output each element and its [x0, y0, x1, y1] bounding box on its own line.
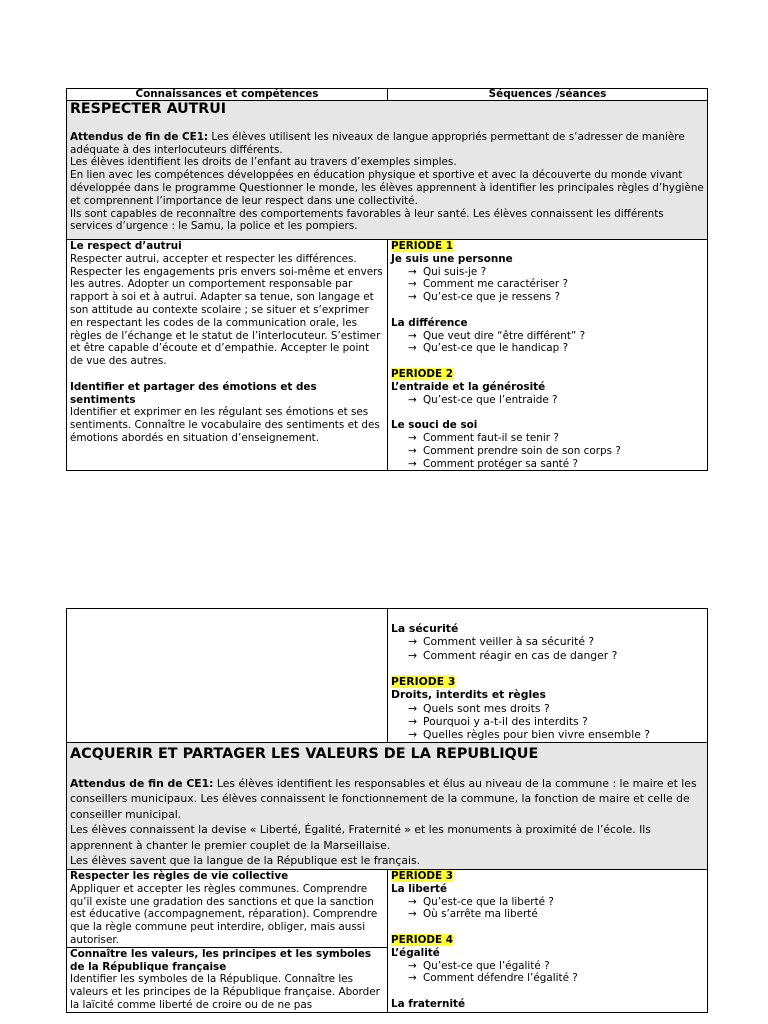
attendus-label: Attendus de fin de CE1:: [70, 776, 214, 790]
list-item-text: Où s’arrête ma liberté: [423, 908, 538, 921]
left-text: Identifier et exprimer en les régulant ses émotions et ses sentiments. Connaître le vocabulaire des sentiments et des émotions abordés en situation d’enseignement.: [70, 406, 380, 444]
list-item-text: Qu’est-ce que l’égalité ?: [423, 959, 550, 972]
header-right: Séquences /séances: [388, 89, 708, 101]
sequence-list: [391, 960, 704, 986]
sequence-title: Droits, interdits et règles: [391, 688, 546, 702]
list-item: [408, 972, 704, 985]
table-valeurs-republique: [66, 608, 708, 1013]
attendus-line: Ils sont capables de reconnaître des comportements favorables à leur santé. Les élèves connaissent les différents services d’urgence : le Samu, la police et les pompiers.: [70, 207, 664, 233]
list-item-text: Comment protéger sa santé ?: [423, 457, 578, 470]
list-item-text: Qu’est-ce que le handicap ?: [423, 342, 569, 355]
sequence-title: Je suis une personne: [391, 252, 513, 265]
content-row: [67, 869, 708, 947]
attendus-line: Les élèves savent que la langue de la République est le français.: [70, 854, 421, 868]
periode-label: PERIODE 1: [391, 240, 453, 252]
left-cell-a: [67, 869, 388, 947]
table-header-row: [67, 89, 708, 101]
left-text: Identifier les symboles de la République. Connaître les valeurs et les principes de la République française. Aborder la laïcité comme liberté de croire ou de ne pas: [70, 973, 380, 1011]
attendus-text: Les élèves identifient les responsables et élus au niveau de la commune : le maire et les conseillers municipaux. Les élèves connaissent le fonctionnement de la commune, la fonction de maire et celle de conseiller municipal.: [70, 776, 697, 821]
list-item-text: Quels sont mes droits ?: [423, 701, 550, 715]
section-cell: [67, 101, 708, 240]
periode-label: PERIODE 3: [391, 675, 456, 689]
continued-row: [67, 609, 708, 743]
right-cell: [388, 869, 708, 1012]
left-text: Respecter autrui, accepter et respecter les différences. Respecter les engagements pris envers soi-même et envers les autres. Adopter un comportement responsable par rapport à soi et à autrui. Adapter sa tenue, son langage et son attitude au contexte scolaire ; se situer et s’exprimer en respectant les codes de la communication orale, les règles de l’échange et le statut de l’interlocuteur. S’estimer et être capable d’écoute et d’empathie. Accepter le point de vue des autres.: [70, 252, 383, 368]
arrow-icon: →: [408, 908, 417, 921]
sequence-title: La fraternité: [391, 997, 466, 1010]
list-item-text: Quelles règles pour bien vivre ensemble ?: [423, 728, 651, 742]
list-item-text: Qui suis-je ?: [423, 265, 487, 278]
section-title: ACQUERIR ET PARTAGER LES VALEURS DE LA REPUBLIQUE: [70, 745, 539, 762]
left-heading: Connaître les valeurs, les principes et les symboles de la République française: [70, 947, 372, 973]
attendus-text: Les élèves utilisent les niveaux de langue appropriés permettant de s’adresser de manière adéquate à des interlocuteurs différents.: [70, 130, 685, 156]
list-item: [408, 330, 704, 343]
sequence-title: La différence: [391, 316, 468, 329]
list-item: [408, 728, 704, 741]
sequence-list: [391, 432, 704, 470]
header-left: Connaissances et compétences: [67, 89, 388, 101]
list-item-text: Que veut dire “être différent” ?: [423, 329, 586, 342]
list-item: [408, 291, 704, 304]
left-empty-cell: [67, 609, 388, 743]
list-item: [408, 458, 704, 471]
list-item-text: Comment me caractériser ?: [423, 278, 568, 291]
sequence-title: La sécurité: [391, 622, 459, 635]
periode-label: PERIODE 2: [391, 367, 453, 380]
list-item-text: Qu’est-ce que la liberté ?: [423, 895, 554, 908]
attendus-line: En lien avec les compétences développées en éducation physique et sportive et avec la découverte du monde vivant développée dans le programme Questionner le monde, les élèves apprennent à identifier les principales règles d’hygiène et comprennent l’importance de leur respect dans une collectivité.: [70, 169, 704, 207]
list-item-text: Comment réagir en cas de danger ?: [423, 648, 618, 662]
list-item-text: Comment prendre soin de son corps ?: [423, 444, 621, 457]
table-respecter-autrui: [66, 88, 708, 471]
arrow-icon: →: [408, 342, 417, 355]
left-text: Appliquer et accepter les règles communes. Comprendre qu’il existe une gradation des sanctions et que la sanction est éducative (accompagnement, réparation). Comprendre que la règle commune peut interdire, obliger, mais aussi autoriser.: [70, 882, 378, 946]
arrow-icon: →: [408, 278, 417, 291]
list-item: [408, 649, 704, 662]
arrow-icon: →: [408, 329, 417, 342]
arrow-icon: →: [408, 265, 417, 278]
attendus-line: Les élèves identifient les droits de l’enfant au travers d’exemples simples.: [70, 156, 457, 169]
section-title: RESPECTER AUTRUI: [70, 101, 227, 117]
sequence-list: [391, 394, 704, 407]
arrow-icon: →: [408, 972, 417, 985]
arrow-icon: →: [408, 393, 417, 406]
left-heading: Identifier et partager des émotions et des sentiments: [70, 380, 317, 406]
sequence-title: La liberté: [391, 882, 447, 895]
right-cell: [388, 240, 708, 471]
list-item: [408, 445, 704, 458]
sequence-list: [391, 896, 704, 922]
sequence-list: [391, 266, 704, 304]
left-heading: Respecter les règles de vie collective: [70, 869, 289, 882]
list-item: [408, 266, 704, 279]
periode-label: PERIODE 4: [391, 933, 453, 946]
list-item: [408, 278, 704, 291]
arrow-icon: →: [408, 895, 417, 908]
arrow-icon: →: [408, 715, 418, 729]
arrow-icon: →: [408, 457, 417, 470]
arrow-icon: →: [408, 648, 418, 662]
arrow-icon: →: [408, 701, 418, 715]
list-item-text: Comment défendre l’égalité ?: [423, 972, 578, 985]
attendus-paragraph: [70, 776, 704, 823]
list-item-text: Comment veiller à sa sécurité ?: [423, 635, 595, 649]
list-item-text: Qu’est-ce que je ressens ?: [423, 291, 561, 304]
section-row: [67, 101, 708, 240]
right-cell: [388, 609, 708, 743]
arrow-icon: →: [408, 444, 417, 457]
sequence-title: L’égalité: [391, 946, 440, 959]
arrow-icon: →: [408, 728, 418, 742]
left-cell-b: [67, 947, 388, 1012]
list-item-text: Pourquoi y a-t-il des interdits ?: [423, 715, 588, 729]
attendus-paragraph: [70, 131, 704, 157]
arrow-icon: →: [408, 959, 417, 972]
list-item: [408, 715, 704, 728]
list-item: [408, 394, 704, 407]
content-row: [67, 240, 708, 471]
sequence-list: [391, 330, 704, 356]
list-item: [408, 635, 704, 648]
list-item: [408, 342, 704, 355]
section-cell: [67, 742, 708, 869]
attendus-line: Les élèves connaissent la devise « Liberté, Égalité, Fraternité » et les monuments à proximité de l’école. Ils apprennent à chanter le premier couplet de la Marseillaise.: [70, 823, 651, 852]
list-item: [408, 908, 704, 921]
arrow-icon: →: [408, 635, 418, 649]
arrow-icon: →: [408, 431, 417, 444]
attendus-label: Attendus de fin de CE1:: [70, 130, 209, 143]
sequence-list: [391, 702, 704, 742]
list-item: [408, 960, 704, 973]
list-item-text: Qu’est-ce que l’entraide ?: [423, 393, 558, 406]
section-row: [67, 742, 708, 869]
list-item: [408, 896, 704, 909]
sequence-title: Le souci de soi: [391, 419, 478, 432]
list-item: [408, 702, 704, 715]
left-heading: Le respect d’autrui: [70, 240, 182, 252]
sequence-title: L’entraide et la générosité: [391, 380, 546, 393]
list-item-text: Comment faut-il se tenir ?: [423, 431, 559, 444]
periode-label: PERIODE 3: [391, 869, 453, 882]
sequence-list: [391, 635, 704, 662]
left-cell: [67, 240, 388, 471]
arrow-icon: →: [408, 291, 417, 304]
list-item: [408, 432, 704, 445]
